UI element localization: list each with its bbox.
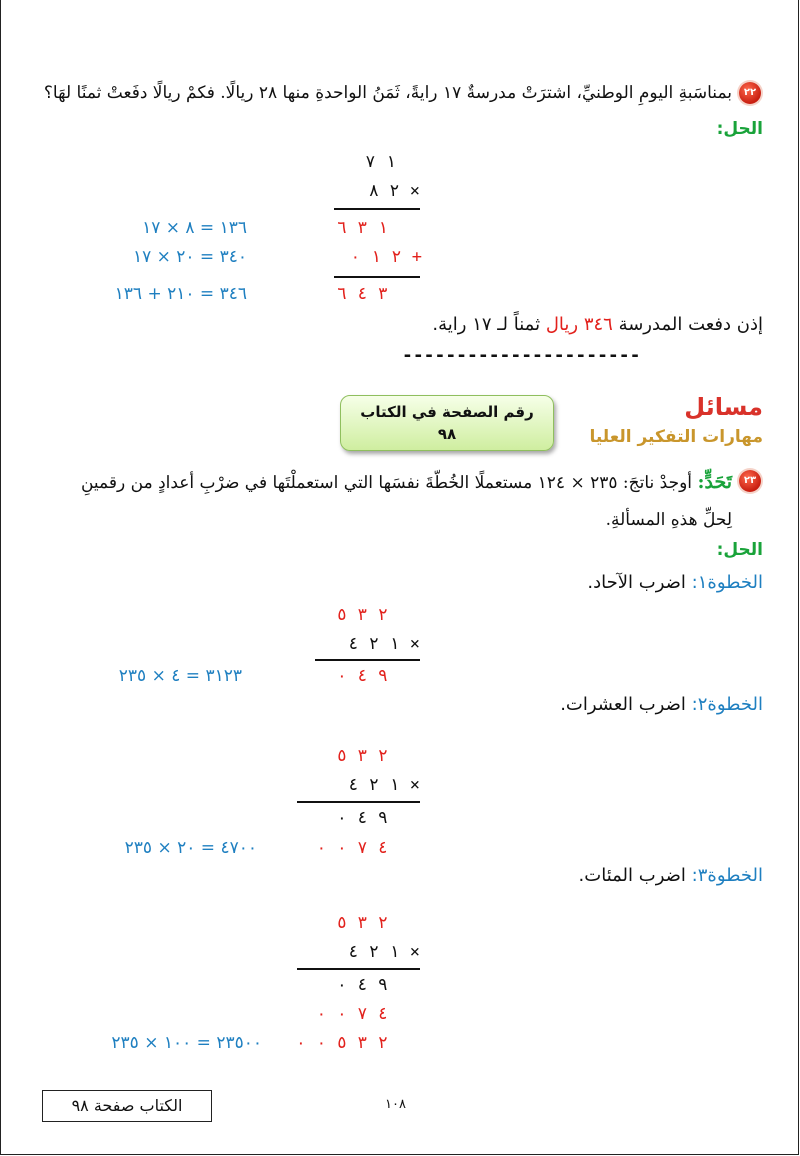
section-title: مسائل: [684, 393, 763, 421]
step2-multiplicand: ٢ ٣ ٥: [336, 746, 388, 766]
book-reference-box: الكتاب صفحة ٩٨: [42, 1090, 212, 1122]
step3-line: [297, 968, 420, 970]
step-label: الخطوة٢:: [691, 694, 763, 715]
step3-multiplier: ١ ٢ ٤ ×: [348, 942, 420, 962]
solution-label: الحل:: [716, 119, 763, 139]
step-label: الخطوة٣:: [691, 865, 763, 886]
challenge-text: أوجدْ ناتجَ: ٢٣٥ × ١٢٤ مستعملًا الخُطّةَ نفسَها التي استعملْتَها في ضرْبِ أعدادٍ من رقمينِ: [80, 473, 693, 493]
page-number: ١٠٨: [385, 1097, 406, 1112]
conclusion-post: ثمناً لـ ١٧ راية.: [432, 314, 541, 335]
section-subtitle: مهارات التفكير العليا: [589, 427, 763, 447]
step-label: الخطوة١:: [691, 572, 763, 593]
step-text: اضرب العشرات.: [560, 694, 686, 715]
step3-row1: ٩ ٤ ٠: [336, 975, 388, 995]
step1-multiplicand: ٢ ٣ ٥: [336, 605, 388, 625]
question-text: بمناسَبةِ اليومِ الوطنيِّ، اشترَتْ مدرسةٌ ١٧ رايةً، ثَمَنُ الواحدةِ منها ٢٨ ريالًا. فكمْ ريالًا دفَعتْ ثمنًا لهَا؟: [43, 83, 732, 103]
step1-line: [315, 659, 420, 661]
conclusion: [432, 314, 763, 335]
side-calc-2: ٣٤٠ = ٢٠ × ١٧: [132, 247, 247, 267]
question-number-badge: ٢٢: [739, 82, 761, 104]
solution-label: الحل:: [716, 540, 763, 560]
side-calc-3: ٣٤٦ = ٢١٠ + ١٣٦: [114, 284, 247, 304]
question-text-line2: لِحلِّ هذهِ المسألةِ.: [605, 510, 732, 530]
step1-side-calc: ٣١٢٣ = ٤ × ٢٣٥: [118, 666, 242, 686]
side-calc-1: ١٣٦ = ٨ × ١٧: [142, 218, 247, 238]
conclusion-amount: ٣٤٦ ريال: [545, 314, 613, 335]
question-text-line1: [81, 470, 732, 495]
partial-product-2: ٢ ١ ٠ +: [350, 247, 422, 267]
question-number-badge: ٢٣: [739, 470, 761, 492]
book-page-box: [340, 395, 554, 451]
divider-line: ----------------------: [402, 345, 641, 366]
book-page-number: ٩٨: [437, 425, 457, 443]
conclusion-pre: إذن دفعت المدرسة: [618, 314, 763, 335]
challenge-label: تَحَدٍّ:: [697, 471, 732, 493]
step2-side-calc: ٤٧٠٠ = ٢٠ × ٢٣٥: [124, 838, 257, 858]
step-2: [560, 694, 763, 715]
sum-line: [334, 276, 420, 278]
step3-row3: ٢ ٣ ٥ ٠ ٠: [295, 1033, 388, 1053]
step3-multiplicand: ٢ ٣ ٥: [336, 913, 388, 933]
step3-row2: ٤ ٧ ٠ ٠: [316, 1004, 388, 1024]
step2-line: [297, 801, 420, 803]
step2-multiplier: ١ ٢ ٤ ×: [348, 775, 420, 795]
step3-side-calc: ٢٣٥٠٠ = ١٠٠ × ٢٣٥: [111, 1033, 262, 1053]
step2-row2: ٤ ٧ ٠ ٠: [316, 838, 388, 858]
final-product: ٣ ٤ ٦: [336, 284, 388, 304]
step1-multiplier: ١ ٢ ٤ ×: [348, 634, 420, 654]
multiplier: ٢ ٨ ×: [368, 181, 420, 201]
step-1: [587, 572, 763, 593]
partial-product-1: ١ ٣ ٦: [336, 218, 388, 238]
step1-result: ٩ ٤ ٠: [336, 666, 388, 686]
multiplicand: ١ ٧: [365, 152, 396, 172]
step2-row1: ٩ ٤ ٠: [336, 808, 388, 828]
step-text: اضرب المئات.: [578, 865, 686, 886]
multiplication-line: [334, 208, 420, 210]
book-page-label: رقم الصفحة في الكتاب: [360, 403, 534, 421]
step-3: [579, 865, 763, 886]
step-text: اضرب الآحاد.: [587, 572, 686, 593]
